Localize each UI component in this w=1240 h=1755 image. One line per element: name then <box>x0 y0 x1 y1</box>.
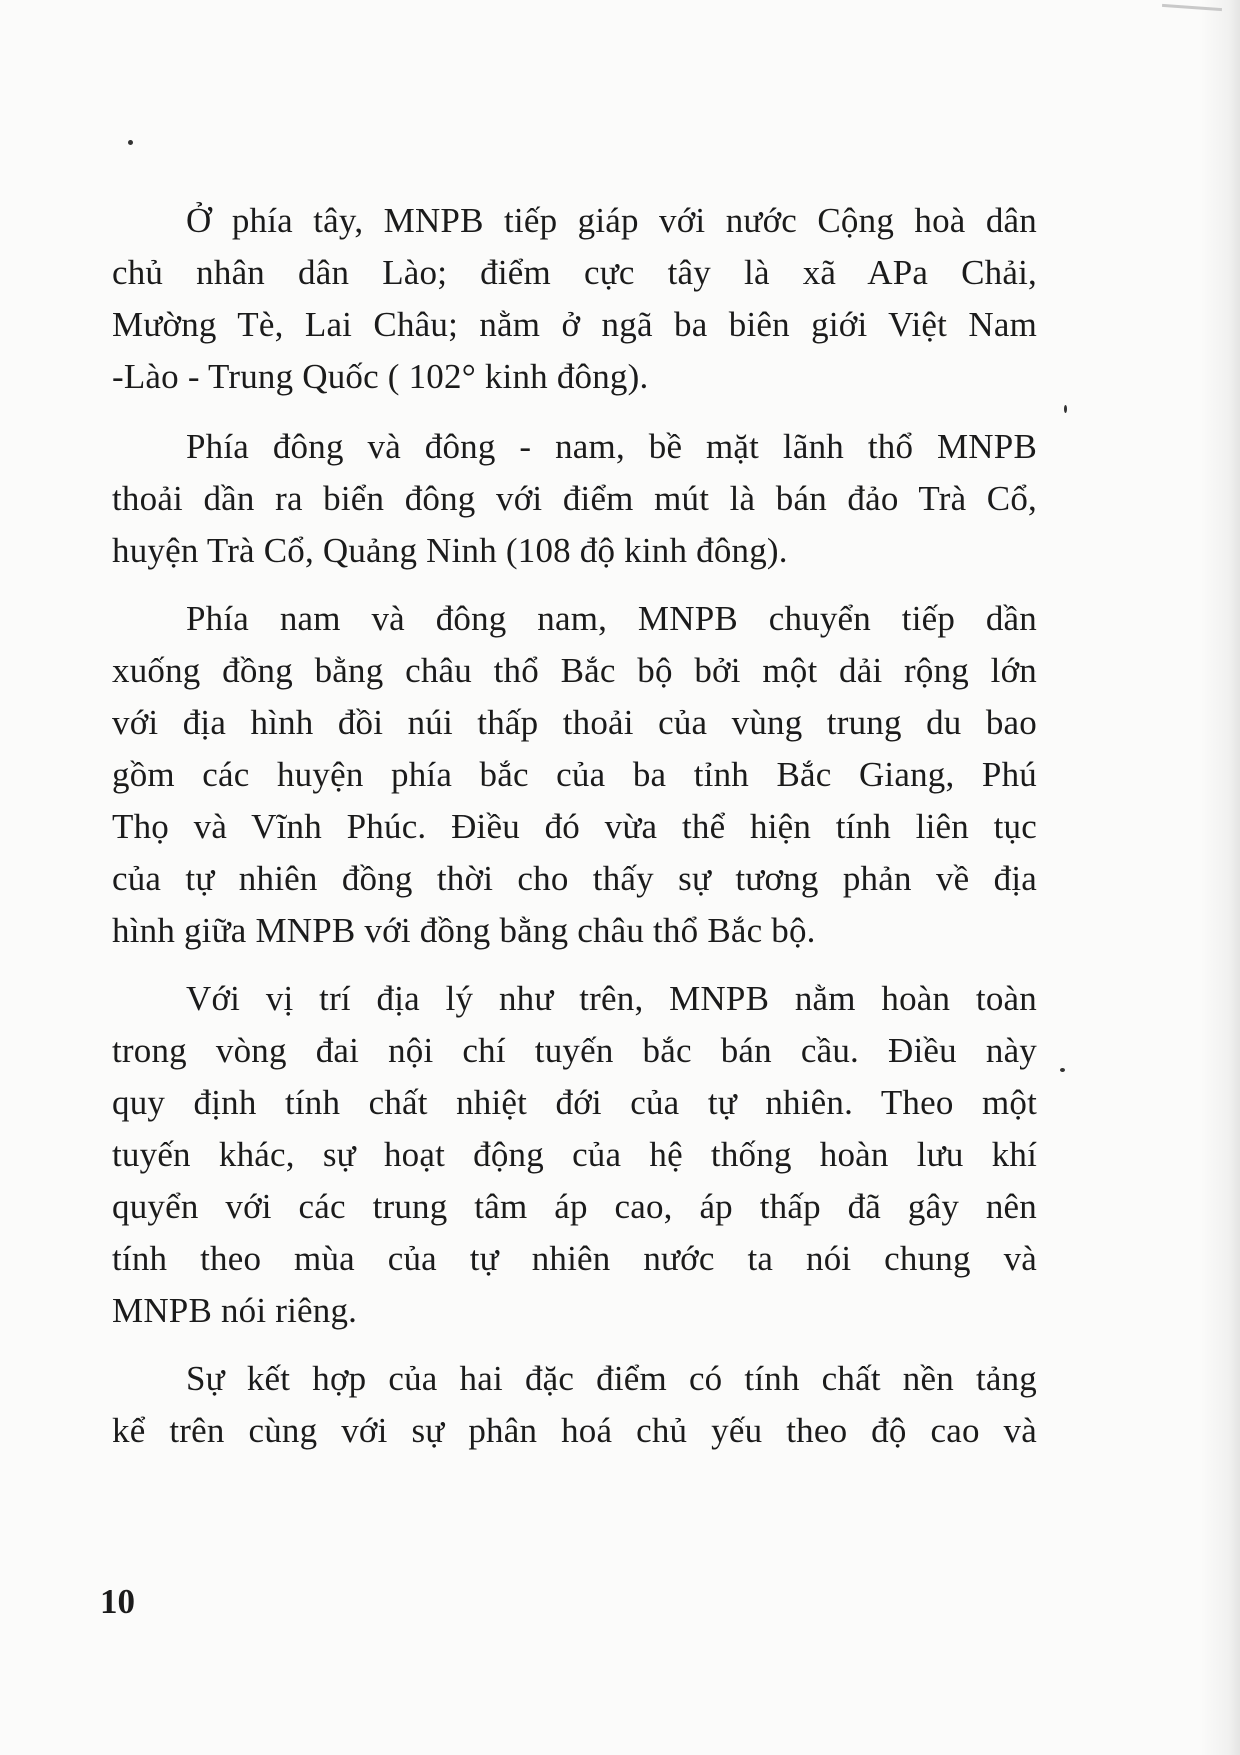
paragraph <box>112 421 1037 577</box>
text-line: kể trên cùng với sự phân hoá chủ yếu theo độ cao và <box>112 1411 1037 1450</box>
text-line: Thọ và Vĩnh Phúc. Điều đó vừa thể hiện tính liên tục <box>112 807 1037 846</box>
text-line: gồm các huyện phía bắc của ba tỉnh Bắc Giang, Phú <box>112 755 1037 794</box>
text-line: quy định tính chất nhiệt đới của tự nhiên. Theo một <box>112 1083 1037 1122</box>
scan-speck <box>1060 1068 1065 1072</box>
text-line: chủ nhân dân Lào; điểm cực tây là xã APa Chải, <box>112 253 1037 292</box>
paragraph <box>112 973 1037 1337</box>
text-line: quyển với các trung tâm áp cao, áp thấp đã gây nên <box>112 1187 1037 1226</box>
text-line: Với vị trí địa lý như trên, MNPB nằm hoàn toàn <box>186 979 1037 1018</box>
body-text <box>112 195 1037 1473</box>
text-line: Phía nam và đông nam, MNPB chuyển tiếp dần <box>186 599 1037 638</box>
paragraph <box>112 195 1037 403</box>
page-edge-shadow <box>1200 0 1240 1755</box>
text-line: của tự nhiên đồng thời cho thấy sự tương phản về địa <box>112 859 1037 898</box>
text-line: trong vòng đai nội chí tuyến bắc bán cầu. Điều này <box>112 1031 1037 1070</box>
text-line: Phía đông và đông - nam, bề mặt lãnh thổ MNPB <box>186 427 1037 466</box>
paragraph <box>112 593 1037 957</box>
text-line: Sự kết hợp của hai đặc điểm có tính chất nền tảng <box>186 1359 1037 1398</box>
text-line: Mường Tè, Lai Châu; nằm ở ngã ba biên giới Việt Nam <box>112 305 1037 344</box>
text-line: huyện Trà Cổ, Quảng Ninh (108 độ kinh đông). <box>112 531 788 570</box>
text-line: Ở phía tây, MNPB tiếp giáp với nước Cộng hoà dân <box>186 201 1037 240</box>
scan-speck <box>128 140 133 145</box>
text-line: -Lào - Trung Quốc ( 102° kinh đông). <box>112 357 649 396</box>
text-line: hình giữa MNPB với đồng bằng châu thổ Bắc bộ. <box>112 911 816 950</box>
paragraph <box>112 1353 1037 1457</box>
text-line: tuyến khác, sự hoạt động của hệ thống hoàn lưu khí <box>112 1135 1037 1174</box>
text-line: tính theo mùa của tự nhiên nước ta nói chung và <box>112 1239 1037 1278</box>
page-number: 10 <box>100 1582 135 1621</box>
text-line: xuống đồng bằng châu thổ Bắc bộ bởi một dải rộng lớn <box>112 651 1037 690</box>
text-line: MNPB nói riêng. <box>112 1291 358 1330</box>
scan-speck <box>1064 405 1067 413</box>
text-line: với địa hình đồi núi thấp thoải của vùng trung du bao <box>112 703 1037 742</box>
text-line: thoải dần ra biển đông với điểm mút là bán đảo Trà Cổ, <box>112 479 1037 518</box>
